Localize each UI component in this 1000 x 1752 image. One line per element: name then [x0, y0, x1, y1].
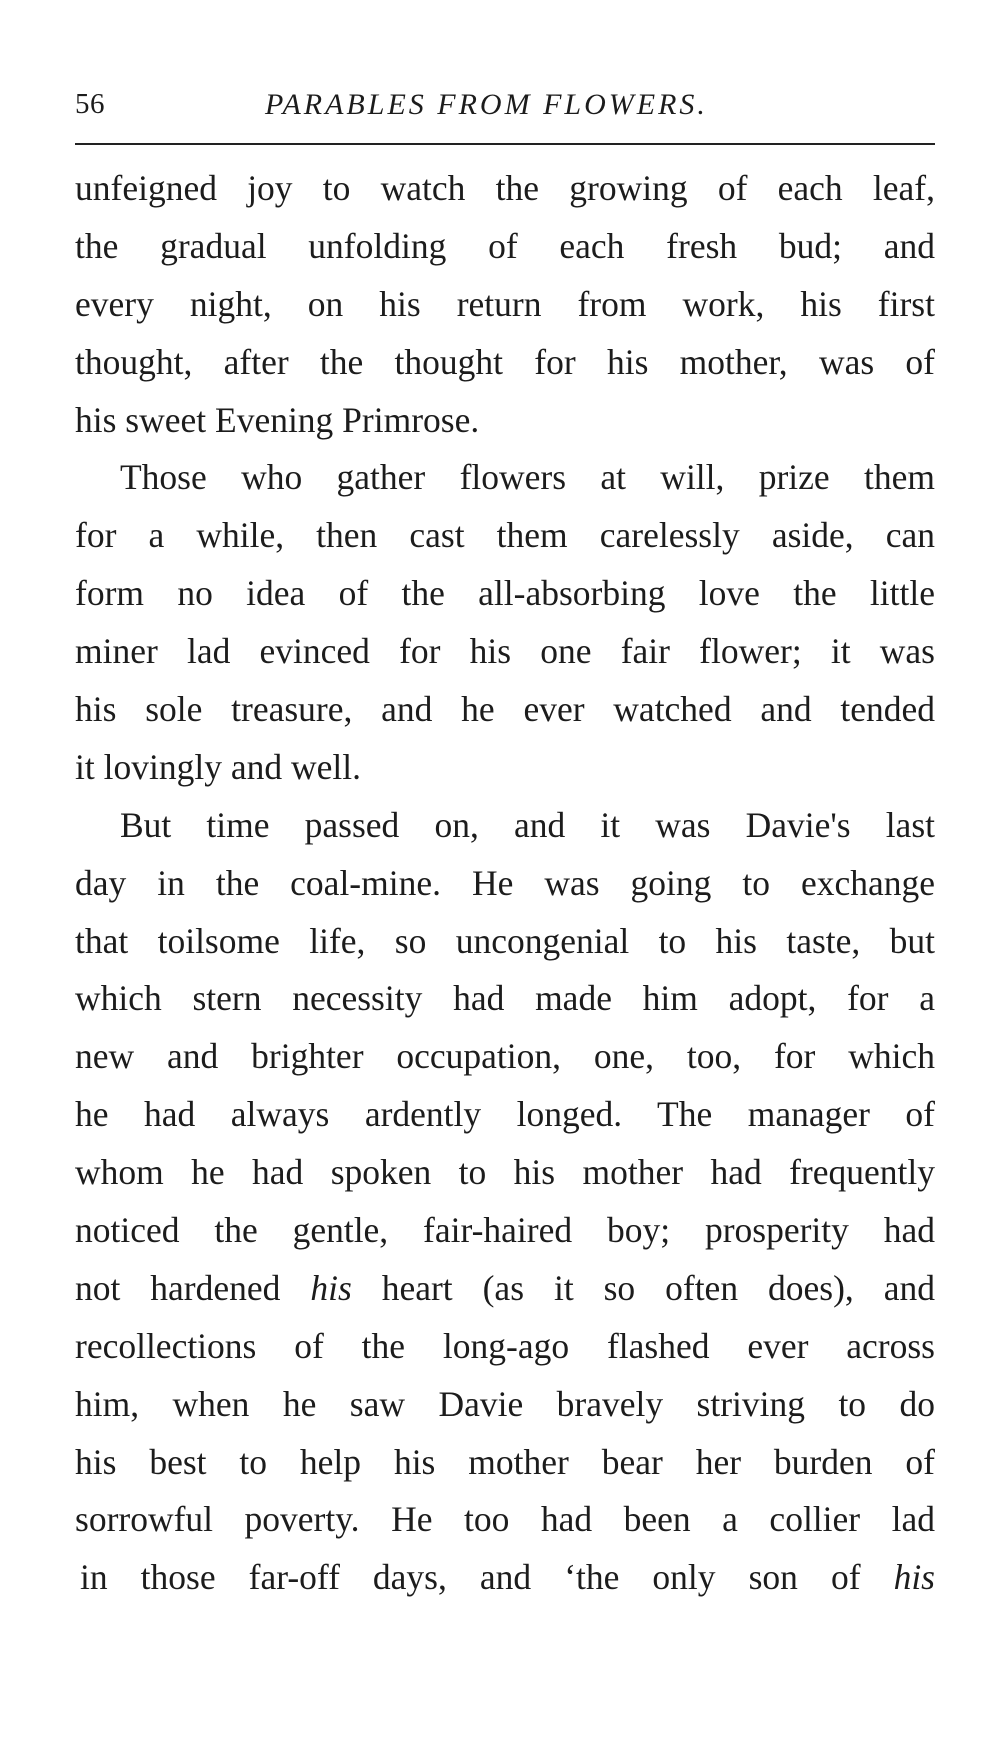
header-rule: [75, 143, 935, 145]
text-line: the gradual unfolding of each fresh bud; and: [75, 225, 935, 266]
text-line: noticed the gentle, fair-haired boy; prosperity had: [75, 1210, 935, 1251]
text-line: his best to help his mother bear her burden of: [75, 1441, 935, 1482]
text-segment: heart (as it so often does), and: [351, 1267, 935, 1308]
page-header: [75, 88, 935, 128]
text-line: that toilsome life, so uncongenial to his taste, but: [75, 920, 935, 961]
text-line: form no idea of the all-absorbing love the little: [75, 573, 935, 614]
text-line: unfeigned joy to watch the growing of each leaf,: [75, 168, 935, 208]
text-segment: in those far-off days, and ‘the only son of: [80, 1557, 894, 1598]
running-title: PARABLES FROM FLOWERS.: [265, 88, 708, 121]
italic-word: his: [310, 1267, 352, 1308]
text-line: whom he had spoken to his mother had frequently: [75, 1152, 935, 1193]
text-line: for a while, then cast them carelessly aside, can: [75, 515, 935, 556]
text-line: his sole treasure, and he ever watched and tended: [75, 689, 935, 730]
text-line: him, when he saw Davie bravely striving to do: [75, 1383, 935, 1424]
body-text: [75, 160, 935, 1607]
text-line: he had always ardently longed. The manager of: [75, 1094, 935, 1135]
text-line: [75, 1549, 935, 1607]
text-line: sorrowful poverty. He too had been a collier lad: [75, 1499, 935, 1540]
text-line: day in the coal-mine. He was going to exchange: [75, 862, 935, 903]
text-line: every night, on his return from work, his first: [75, 283, 935, 324]
paragraph-start-line: Those who gather flowers at will, prize them: [120, 457, 935, 498]
text-line: new and brighter occupation, one, too, for which: [75, 1036, 935, 1077]
paragraph-start-line: But time passed on, and it was Davie's last: [120, 804, 935, 845]
text-line: miner lad evinced for his one fair flower; it was: [75, 631, 935, 672]
text-line: it lovingly and well.: [75, 746, 361, 787]
text-line: [75, 1260, 935, 1318]
text-line: recollections of the long-ago flashed ever across: [75, 1325, 935, 1366]
text-segment: not hardened: [75, 1267, 311, 1308]
page-number: 56: [75, 88, 105, 120]
text-line: his sweet Evening Primrose.: [75, 399, 480, 440]
text-line: thought, after the thought for his mother, was of: [75, 341, 935, 382]
text-line: which stern necessity had made him adopt, for a: [75, 978, 935, 1019]
italic-word: his: [893, 1557, 935, 1598]
